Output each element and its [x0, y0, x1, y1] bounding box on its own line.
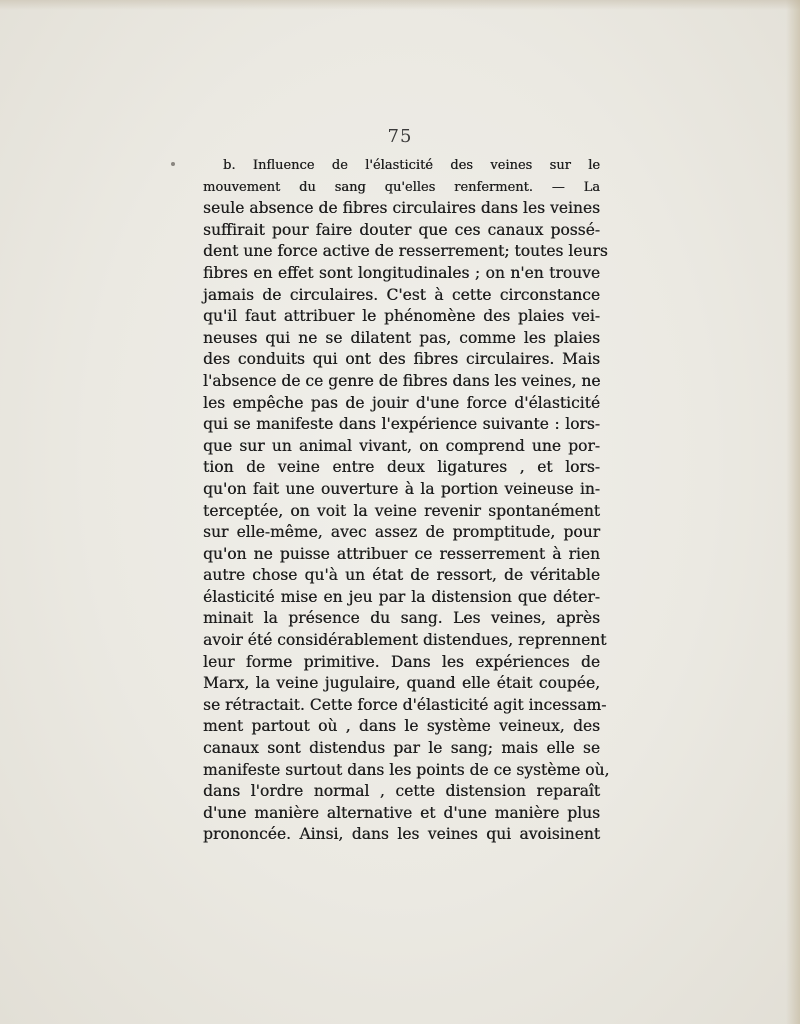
- text-line: prononcée. Ainsi, dans les veines qui avoisinent: [203, 825, 600, 844]
- text-line: leur forme primitive. Dans les expériences de: [203, 652, 600, 671]
- text-line: minait la présence du sang. Les veines, après: [203, 609, 600, 628]
- text-line: l'absence de ce genre de fibres dans les veines, ne: [203, 371, 601, 390]
- page-right-edge: [786, 0, 800, 1024]
- page-number: 75: [387, 126, 413, 147]
- text-line: sur elle-même, avec assez de promptitude, pour: [203, 523, 600, 542]
- text-line: tion de veine entre deux ligatures , et lors-: [203, 458, 600, 477]
- text-line: qui se manifeste dans l'expérience suivante : lors-: [203, 415, 600, 434]
- text-line: élasticité mise en jeu par la distension que déter-: [203, 587, 600, 606]
- text-line: Marx, la veine jugulaire, quand elle était coupée,: [203, 674, 600, 693]
- text-line: terceptée, on voit la veine revenir spontanément: [203, 501, 600, 520]
- text-line: que sur un animal vivant, on comprend une por-: [203, 436, 600, 455]
- text-line: suffirait pour faire douter que ces canaux possé-: [203, 220, 600, 239]
- text-line: avoir été considérablement distendues, reprennent: [203, 631, 607, 650]
- text-line: se rétractait. Cette force d'élasticité agit incessam-: [203, 695, 607, 714]
- text-line: dent une force active de resserrement; toutes leurs: [203, 242, 608, 261]
- text-line: qu'on ne puisse attribuer ce resserrement à rien: [203, 544, 600, 563]
- text-line: qu'il faut attribuer le phénomène des plaies vei-: [203, 307, 600, 326]
- text-line: canaux sont distendus par le sang; mais elle se: [203, 739, 600, 758]
- text-line: manifeste surtout dans les points de ce système où,: [203, 760, 610, 779]
- text-line: jamais de circulaires. C'est à cette circonstance: [203, 285, 600, 304]
- text-line: mouvement du sang qu'elles renferment. — La: [203, 179, 600, 195]
- text-line: ment partout où , dans le système veineux, des: [203, 717, 600, 736]
- margin-mark: [171, 162, 175, 166]
- text-line: b. Influence de l'élasticité des veines sur le: [223, 158, 600, 173]
- text-line: dans l'ordre normal , cette distension reparaît: [203, 782, 600, 801]
- text-line: des conduits qui ont des fibres circulaires. Mais: [203, 350, 600, 369]
- body-text: [203, 155, 610, 846]
- text-line: fibres en effet sont longitudinales ; on n'en trouve: [203, 263, 600, 282]
- text-line: autre chose qu'à un état de ressort, de véritable: [203, 566, 600, 585]
- text-line: d'une manière alternative et d'une manière plus: [203, 803, 600, 822]
- text-line: les empêche pas de jouir d'une force d'élasticité: [203, 393, 600, 412]
- page-top-shadow: [0, 0, 800, 10]
- text-line: qu'on fait une ouverture à la portion veineuse in-: [203, 479, 600, 498]
- text-line: seule absence de fibres circulaires dans les veines: [203, 199, 600, 218]
- text-line: neuses qui ne se dilatent pas, comme les plaies: [203, 328, 600, 347]
